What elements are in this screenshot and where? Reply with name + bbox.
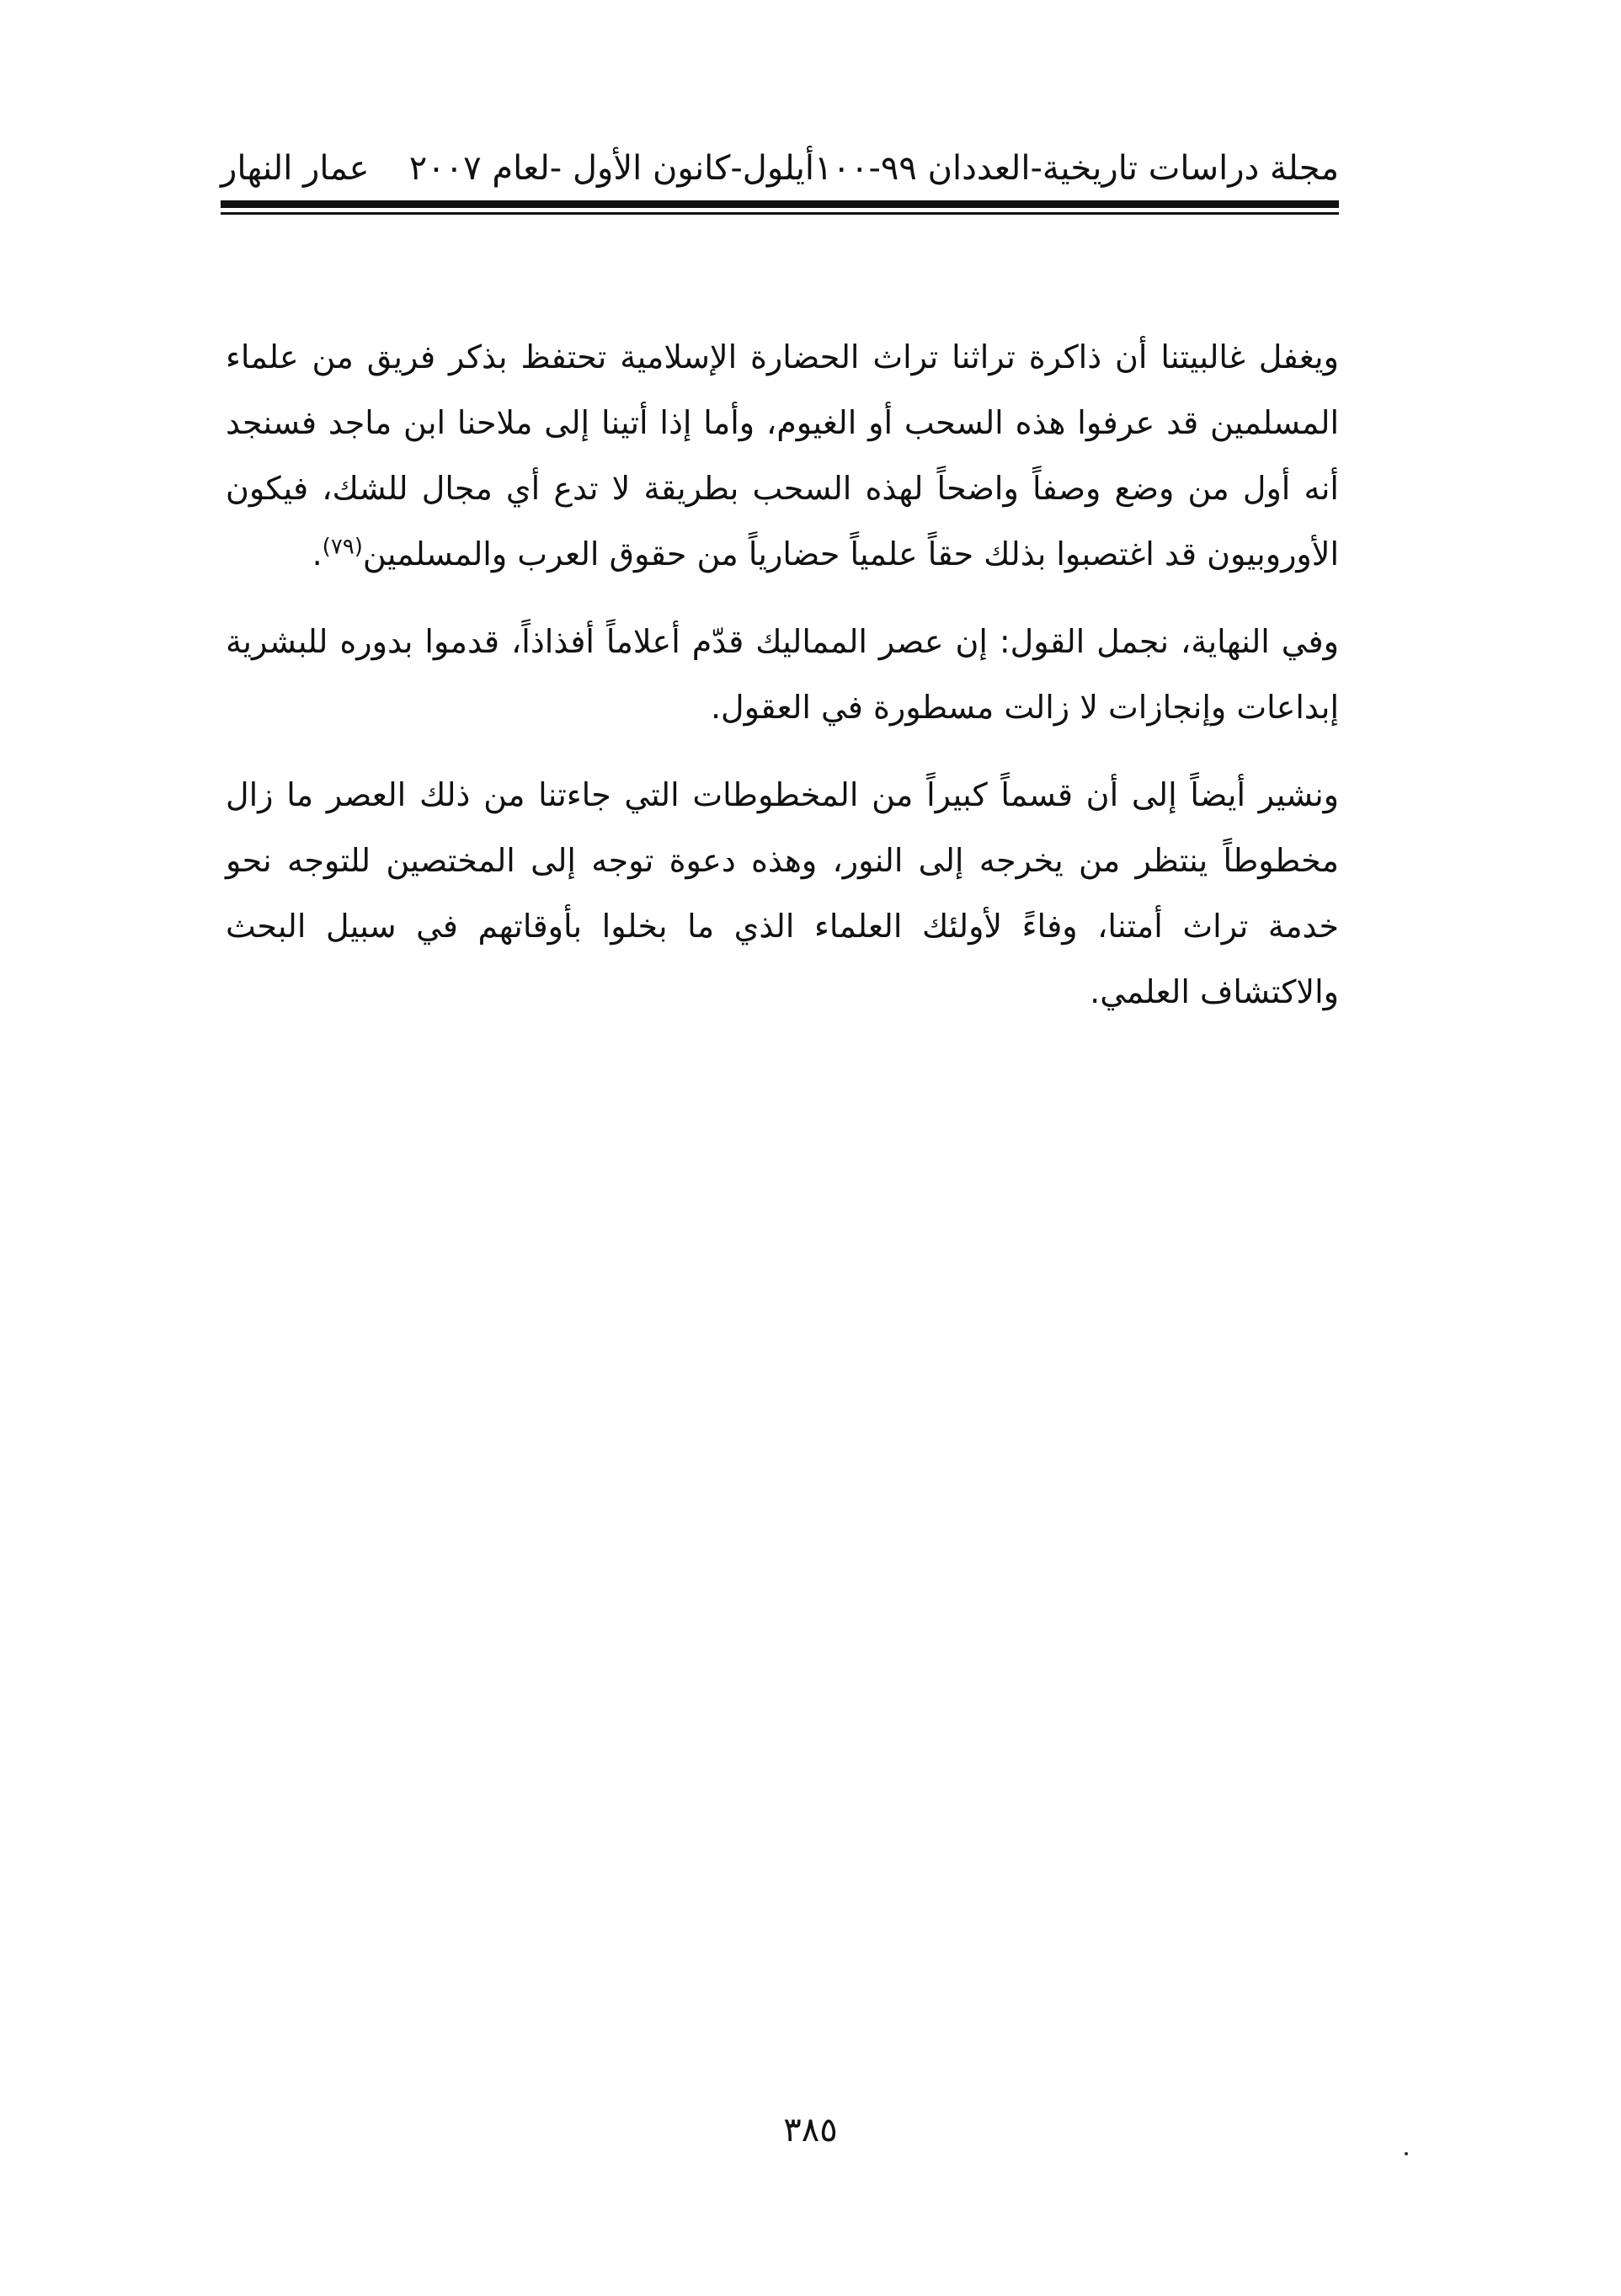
paragraph-1-text: ويغفل غالبيتنا أن ذاكرة تراثنا تراث الحضارة الإسلامية تحتفظ بذكر فريق من علماء المسلمين قد عرفوا هذه السحب أو الغيوم، وأما إذا أتينا إلى ملاحنا ابن ماجد فسنجد أنه أول من وضع وصفاً واضحاً لهذه السحب بطريقة لا تدع أي مجال للشك، فيكون الأوروبيون قد اغتصبوا بذلك حقاً علمياً حضارياً من حقوق العرب والمسلمين [226, 338, 1339, 573]
header-rule-thin [221, 212, 1339, 215]
paragraph-3: ونشير أيضاً إلى أن قسماً كبيراً من المخطوطات التي جاءتنا من ذلك العصر ما زال مخطوطاً ينتظر من يخرجه إلى النور، وهذه دعوة توجه إلى المختصين للتوجه نحو خدمة تراث أمتنا، وفاءً لأولئك العلماء الذي ما بخلوا بأوقاتهم في سبيل البحث والاكتشاف العلمي. [226, 776, 1339, 1010]
paragraph-1 [226, 324, 1339, 587]
body-text [226, 324, 1339, 1047]
header-rule-thick [221, 200, 1339, 208]
running-header [221, 143, 1339, 194]
page-number: ٣٨٥ [783, 2111, 838, 2150]
scan-speck [1405, 2152, 1408, 2155]
footnote-ref: (٧٩) [322, 534, 363, 560]
paragraph-2: وفي النهاية، نجمل القول: إن عصر المماليك قدّم أعلاماً أفذاذاً، قدموا بدوره للبشرية إبداعات وإنجازات لا زالت مسطورة في العقول. [226, 623, 1339, 726]
author-name: عمار النهار [221, 149, 370, 188]
journal-title: مجلة دراسات تاريخية-العددان ٩٩-١٠٠أيلول-كانون الأول -لعام ٢٠٠٧ [408, 149, 1339, 188]
paragraph-1-end: . [312, 535, 323, 573]
